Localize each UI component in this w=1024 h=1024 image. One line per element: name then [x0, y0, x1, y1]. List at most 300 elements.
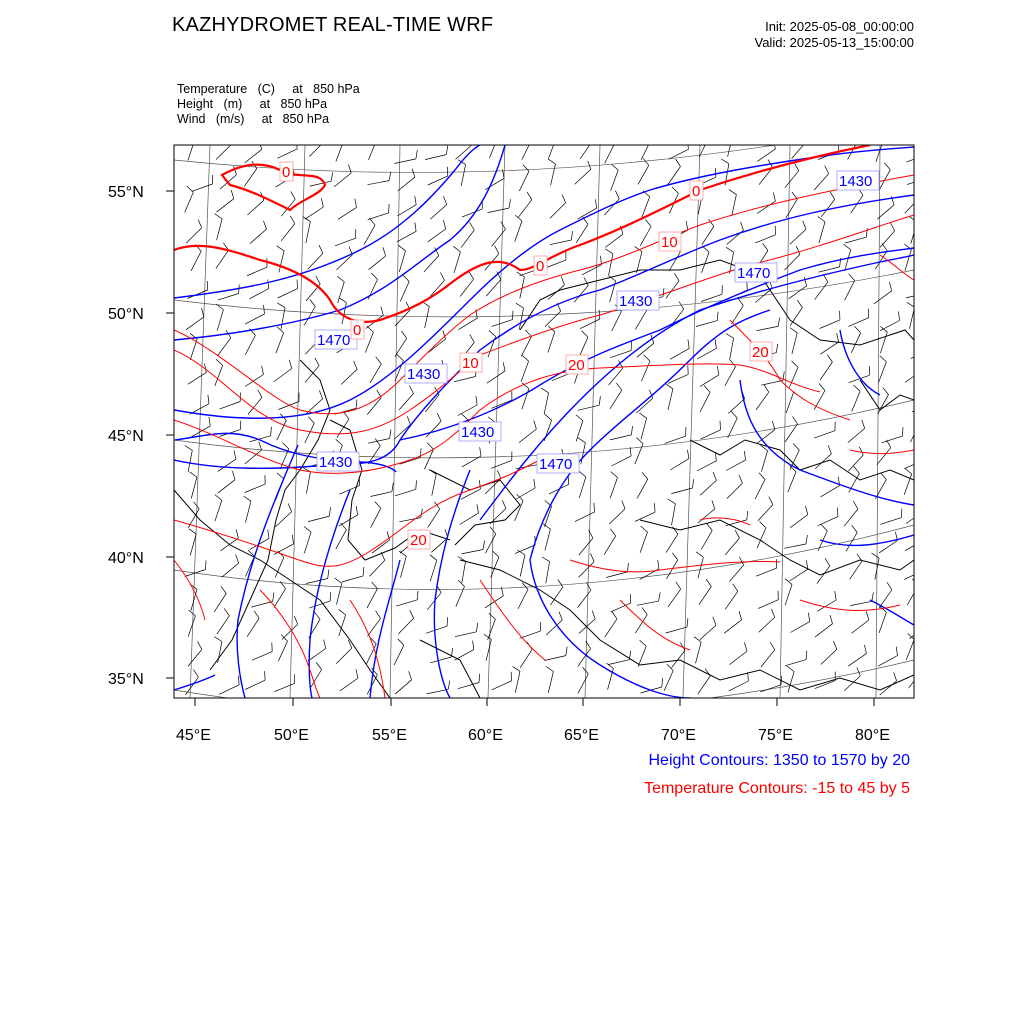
wind-barb-feather: [282, 443, 288, 449]
wind-barb-feather: [479, 674, 480, 683]
wind-barb-feather: [693, 479, 694, 488]
wind-barb-feather: [522, 355, 529, 361]
wind-barb-feather: [726, 334, 734, 339]
wind-barb-staff: [638, 646, 646, 666]
wind-barb-feather: [534, 479, 535, 488]
wind-barb-staff: [335, 238, 356, 246]
wind-barb-feather: [489, 331, 496, 337]
wind-barb-feather: [582, 331, 588, 337]
wind-barb-staff: [521, 361, 529, 382]
wind-barb-staff: [336, 530, 347, 549]
wind-barb-staff: [274, 683, 294, 691]
wind-barb-feather: [889, 282, 891, 291]
wind-barb-staff: [548, 138, 556, 159]
wind-barb-staff: [485, 178, 504, 189]
wind-barb-feather: [548, 159, 556, 164]
wind-barb-feather: [609, 137, 615, 144]
wind-barb-feather: [376, 357, 382, 364]
wind-barb-staff: [637, 343, 654, 357]
wind-barb-staff: [848, 654, 866, 667]
wind-barb-staff: [486, 534, 496, 553]
wind-barb-staff: [730, 338, 734, 360]
wind-barb-staff: [306, 579, 328, 584]
wind-barb-staff: [729, 565, 743, 582]
wind-barb-feather: [696, 552, 703, 557]
wind-barb-feather: [672, 187, 678, 193]
wind-barb-feather: [277, 327, 284, 333]
wind-barb-staff: [428, 339, 445, 353]
wind-barb-feather: [264, 305, 265, 314]
wind-barb-feather: [304, 527, 311, 533]
wind-barb-staff: [247, 267, 267, 276]
wind-barb-feather: [854, 385, 861, 391]
wind-barb-staff: [818, 517, 838, 526]
wind-barb-feather: [491, 132, 498, 138]
wind-barb-staff: [395, 680, 412, 694]
wind-barb-feather: [663, 288, 664, 297]
wind-barb-staff: [672, 650, 686, 667]
wind-barb-staff: [461, 165, 465, 187]
wind-barb-feather: [686, 221, 688, 230]
wind-barb-staff: [789, 286, 807, 299]
wind-barb-staff: [610, 390, 622, 409]
wind-barb-feather: [885, 163, 891, 170]
wind-barb-feather: [828, 445, 831, 453]
wind-barb-staff: [606, 572, 627, 578]
wind-barb-feather: [872, 553, 880, 558]
wind-barb-feather: [806, 535, 808, 544]
wind-barb-feather: [747, 511, 748, 520]
wind-barb-staff: [732, 195, 737, 217]
wind-barb-staff: [246, 501, 251, 522]
wind-barb-feather: [713, 472, 716, 480]
wind-barb-feather: [605, 249, 613, 254]
wind-barb-feather: [297, 280, 298, 289]
wind-barb-feather: [854, 466, 860, 473]
wind-barb-staff: [609, 254, 613, 276]
wind-barb-feather: [672, 553, 678, 560]
wind-barb-feather: [610, 529, 615, 536]
wind-barb-feather: [416, 480, 417, 489]
wind-barb-feather: [729, 190, 737, 195]
wind-barb-feather: [240, 421, 241, 430]
wind-barb-staff: [672, 504, 676, 526]
wind-barb-feather: [421, 509, 423, 518]
wind-barb-staff: [544, 656, 565, 661]
wind-barb-staff: [309, 141, 325, 157]
wind-barb-feather: [595, 199, 596, 208]
wind-barb-staff: [668, 589, 681, 607]
temperature-contours: [174, 145, 914, 698]
wind-barb-feather: [615, 191, 619, 199]
wind-barb-staff: [216, 250, 229, 268]
wind-barb-staff: [394, 159, 416, 164]
wind-barb-feather: [444, 196, 447, 204]
wind-barb-feather: [525, 330, 531, 337]
wind-barb-feather: [319, 390, 322, 398]
wind-barb-staff: [368, 213, 389, 220]
wind-barb-feather: [797, 300, 802, 307]
wind-barb-feather: [578, 438, 586, 443]
wind-barb-staff: [757, 326, 779, 330]
wind-barb-staff: [245, 314, 264, 324]
wind-barb-staff: [458, 683, 479, 689]
wind-barb-staff: [516, 488, 535, 499]
wind-barb-staff: [432, 474, 436, 496]
wind-barb-staff: [488, 619, 496, 640]
wind-barb-feather: [198, 220, 202, 228]
wind-barb-staff: [252, 652, 272, 661]
wind-barb-staff: [845, 281, 855, 301]
wind-barb-feather: [778, 318, 780, 327]
wind-barb-staff: [250, 229, 267, 244]
wind-barb-staff: [790, 308, 802, 326]
wind-barb-staff: [669, 252, 680, 271]
wind-barb-feather: [773, 192, 775, 201]
wind-barb-staff: [548, 672, 553, 693]
temperature-label: 20: [410, 532, 427, 549]
wind-barb-staff: [668, 389, 673, 410]
wind-barb-staff: [605, 619, 617, 637]
wind-barb-staff: [699, 587, 711, 605]
wind-barb-staff: [276, 333, 284, 354]
wind-barb-staff: [215, 365, 223, 386]
wind-barb-staff: [814, 391, 825, 410]
wind-barb-feather: [469, 271, 474, 279]
wind-barb-staff: [278, 641, 287, 661]
wind-barb-staff: [304, 532, 311, 553]
wind-barb-feather: [321, 198, 323, 207]
wind-barb-feather: [291, 191, 295, 199]
wind-barb-staff: [851, 333, 860, 353]
wind-barb-staff: [844, 509, 858, 526]
wind-barb-staff: [217, 219, 223, 240]
wind-barb-feather: [887, 582, 892, 590]
wind-barb-feather: [389, 204, 390, 213]
wind-barb-feather: [659, 592, 661, 601]
lon-label-50: 50°E: [274, 727, 309, 744]
wind-barb-feather: [562, 195, 566, 203]
wind-barb-feather: [592, 611, 595, 619]
wind-barb-feather: [907, 302, 915, 307]
temperature-label: 0: [282, 164, 291, 181]
wind-barb-staff: [578, 674, 588, 693]
wind-barb-feather: [883, 388, 889, 395]
wind-barb-staff: [338, 282, 345, 303]
wind-barb-staff: [426, 421, 441, 437]
wind-barb-staff: [371, 492, 392, 497]
wind-barb-feather: [825, 166, 829, 174]
wind-barb-feather: [356, 400, 357, 409]
wind-barb-staff: [191, 251, 201, 271]
wind-barb-feather: [244, 496, 251, 501]
wind-barb-staff: [522, 140, 532, 160]
wind-barb-feather: [880, 356, 887, 362]
wind-barb-staff: [188, 616, 195, 637]
wind-barb-staff: [492, 400, 512, 408]
lon-label-75: 75°E: [758, 727, 793, 744]
wind-barb-feather: [336, 439, 343, 445]
wind-barb-staff: [368, 439, 390, 444]
wind-barb-feather: [912, 579, 918, 586]
wind-barb-staff: [760, 685, 781, 692]
wind-barb-feather: [398, 245, 405, 251]
wind-barb-staff: [428, 229, 446, 242]
wind-barb-staff: [397, 231, 416, 242]
wind-barb-feather: [558, 580, 563, 587]
wind-barb-staff: [399, 394, 414, 411]
wind-barb-staff: [700, 625, 716, 640]
wind-barb-feather: [687, 450, 689, 459]
wind-barb-staff: [545, 529, 551, 550]
wind-barb-feather: [612, 164, 619, 170]
wind-barb-staff: [341, 369, 357, 384]
wind-barb-staff: [188, 140, 195, 161]
wind-barb-feather: [772, 421, 775, 430]
wind-barb-feather: [185, 446, 193, 451]
wind-barb-staff: [726, 460, 745, 470]
wind-barb-staff: [670, 459, 689, 470]
wind-barb-staff: [217, 616, 229, 634]
wind-barb-staff: [700, 375, 719, 387]
wind-barb-feather: [511, 672, 512, 681]
wind-barb-feather: [308, 417, 314, 424]
wind-barb-staff: [758, 505, 773, 521]
wind-barb-staff: [637, 479, 648, 498]
wind-barb-feather: [866, 228, 867, 237]
wind-barb-feather: [355, 199, 357, 208]
wind-barb-staff: [757, 528, 766, 548]
wind-barb-feather: [469, 136, 472, 145]
wind-barb-staff: [879, 612, 886, 633]
wind-barb-staff: [698, 676, 710, 694]
wind-barb-staff: [792, 333, 797, 354]
wind-barb-feather: [599, 396, 600, 405]
wind-barb-staff: [548, 332, 555, 353]
wind-barb-staff: [820, 362, 832, 380]
wind-barb-staff: [546, 562, 550, 584]
wind-barb-feather: [277, 303, 285, 308]
wind-barb-staff: [364, 225, 375, 244]
wind-barb-feather: [356, 669, 358, 678]
wind-barb-staff: [245, 484, 265, 492]
wind-barb-feather: [717, 366, 719, 375]
wind-barb-staff: [576, 224, 588, 243]
wind-barb-feather: [793, 416, 798, 424]
wind-barb-staff: [815, 624, 833, 637]
wind-barb-staff: [700, 392, 710, 412]
wind-barb-staff: [306, 472, 310, 494]
wind-barb-feather: [541, 388, 549, 393]
wind-barb-staff: [850, 561, 862, 579]
wind-barb-feather: [894, 672, 897, 681]
wind-barb-feather: [872, 592, 874, 601]
wind-barb-staff: [701, 530, 712, 549]
wind-barb-feather: [910, 217, 917, 223]
wind-barb-feather: [852, 133, 858, 140]
height-label: 1470: [737, 265, 771, 282]
wind-barb-feather: [453, 246, 460, 252]
wind-barb-staff: [190, 339, 197, 360]
wind-barb-feather: [804, 277, 806, 286]
wind-barb-staff: [880, 332, 887, 353]
wind-barb-feather: [662, 678, 663, 687]
wind-barb-feather: [427, 443, 433, 449]
wind-barb-staff: [791, 622, 810, 633]
wind-barb-feather: [316, 276, 320, 284]
wind-barb-staff: [308, 516, 329, 522]
wind-barb-feather: [594, 503, 595, 512]
wind-barb-staff: [244, 169, 257, 187]
wind-barb-staff: [761, 380, 783, 385]
wind-barb-feather: [258, 390, 262, 398]
wind-barb-staff: [727, 483, 743, 499]
wind-barb-feather: [787, 666, 794, 672]
wind-barb-staff: [274, 369, 292, 382]
wind-barb-staff: [428, 176, 448, 185]
wind-barb-staff: [492, 320, 513, 327]
wind-barb-feather: [927, 284, 928, 293]
wind-barb-staff: [906, 511, 924, 524]
wind-barb-feather: [770, 642, 775, 650]
wind-barb-staff: [430, 205, 446, 220]
wind-barb-feather: [741, 222, 744, 231]
wind-barb-feather: [688, 340, 689, 349]
wind-barb-feather: [853, 501, 858, 509]
wind-barb-feather: [668, 499, 676, 504]
wind-barb-staff: [581, 443, 586, 465]
wind-barb-feather: [902, 427, 903, 436]
wind-barb-feather: [367, 326, 374, 332]
wind-barb-staff: [334, 173, 351, 187]
wind-barb-staff: [905, 250, 912, 271]
wind-barb-feather: [739, 557, 743, 565]
wind-barb-staff: [785, 254, 800, 270]
wind-barb-feather: [526, 133, 532, 140]
wind-barb-feather: [566, 647, 567, 656]
wind-barb-feather: [763, 243, 768, 250]
wind-barb-staff: [397, 205, 416, 216]
wind-barb-feather: [545, 414, 552, 420]
wind-barb-feather: [315, 358, 319, 366]
wind-barb-feather: [440, 272, 444, 280]
valid-time: Valid: 2025-05-13_15:00:00: [754, 35, 914, 50]
wind-barb-staff: [215, 500, 222, 521]
wind-barb-staff: [518, 200, 531, 218]
wind-barb-feather: [321, 133, 325, 141]
wind-barb-staff: [488, 208, 510, 213]
wind-barb-feather: [354, 361, 358, 369]
wind-barb-feather: [479, 480, 480, 489]
wind-barb-feather: [437, 413, 441, 421]
wind-barb-staff: [697, 461, 717, 471]
wind-barb-staff: [756, 392, 769, 410]
temperature-label: 10: [462, 355, 479, 372]
wind-barb-staff: [245, 149, 262, 163]
wind-barb-staff: [278, 289, 298, 298]
wind-barb-staff: [845, 237, 866, 243]
wind-barb-staff: [336, 141, 344, 162]
wind-barb-feather: [726, 247, 734, 252]
lat-label-55: 55°N: [108, 184, 144, 201]
wind-barb-staff: [579, 538, 593, 555]
wind-barb-staff: [610, 478, 617, 499]
wind-barb-staff: [845, 250, 851, 271]
wind-barb-feather: [806, 651, 807, 660]
wind-barb-feather: [882, 243, 887, 250]
wind-barb-feather: [527, 192, 532, 200]
wind-barb-staff: [308, 648, 326, 661]
lat-label-35: 35°N: [108, 671, 144, 688]
wind-barb-feather: [645, 220, 651, 227]
lon-label-60: 60°E: [468, 727, 503, 744]
wind-barb-feather: [398, 639, 404, 646]
wind-barb-feather: [356, 506, 357, 515]
wind-barb-feather: [666, 384, 673, 389]
wind-barb-staff: [218, 642, 222, 664]
wind-barb-staff: [725, 591, 738, 609]
wind-barb-feather: [825, 558, 830, 566]
wind-barb-staff: [551, 164, 556, 185]
wind-barb-staff: [455, 632, 477, 637]
lon-label-45: 45°E: [176, 727, 211, 744]
wind-barb-feather: [866, 611, 869, 620]
wind-barb-staff: [728, 399, 744, 414]
wind-barb-feather: [513, 666, 521, 671]
wind-barb-staff: [696, 642, 702, 663]
wind-barb-feather: [513, 311, 514, 320]
wind-barb-feather: [721, 159, 729, 164]
lat-label-50: 50°N: [108, 306, 144, 323]
wind-barb-feather: [488, 417, 495, 423]
wind-barb-feather: [271, 427, 272, 436]
wind-barb-feather: [771, 609, 774, 617]
wind-barb-feather: [516, 303, 524, 308]
wind-barb-feather: [830, 192, 835, 200]
wind-barb-feather: [844, 244, 851, 249]
wind-barb-feather: [644, 355, 651, 361]
wind-barb-staff: [304, 307, 315, 326]
temperature-labels: [280, 162, 772, 549]
wind-barb-feather: [316, 662, 322, 669]
wind-barb-feather: [397, 354, 404, 360]
wind-barb-feather: [731, 411, 737, 418]
wind-barb-feather: [899, 312, 900, 321]
wind-barb-feather: [216, 359, 223, 365]
wind-barb-feather: [561, 277, 564, 286]
wind-barb-staff: [580, 319, 600, 329]
wind-barb-staff: [310, 670, 321, 689]
wind-barb-feather: [588, 161, 591, 169]
wind-barb-staff: [518, 589, 528, 609]
wind-barb-feather: [515, 215, 522, 221]
wind-barb-staff: [454, 252, 460, 273]
wind-barb-feather: [631, 426, 632, 435]
wind-barb-staff: [398, 618, 413, 634]
wind-barb-staff: [757, 149, 775, 162]
wind-barb-staff: [454, 377, 475, 382]
wind-barb-staff: [399, 518, 421, 522]
wind-barb-staff: [698, 509, 715, 523]
wind-barb-feather: [208, 395, 209, 404]
wind-barb-feather: [864, 645, 866, 654]
wind-barb-staff: [882, 436, 903, 443]
wind-barb-staff: [725, 538, 739, 555]
wind-barb-feather: [337, 276, 344, 282]
wind-barb-feather: [642, 472, 648, 479]
wind-barb-staff: [575, 512, 595, 522]
height-label: 1430: [461, 424, 495, 441]
